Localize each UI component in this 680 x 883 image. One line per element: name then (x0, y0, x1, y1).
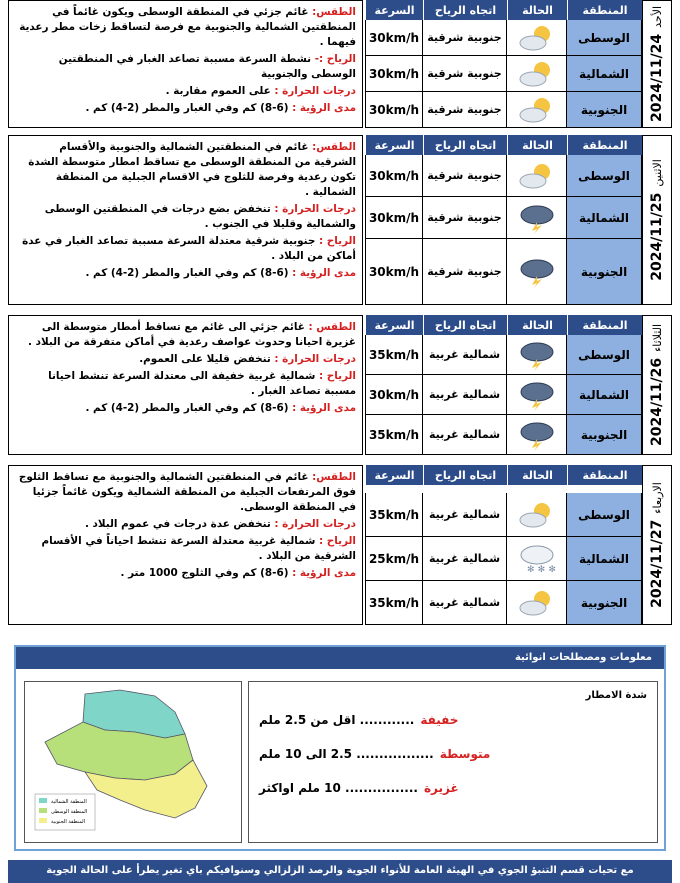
day-block-3 (8, 315, 672, 455)
map-legend (35, 794, 95, 830)
header-condition: الحالة (507, 465, 567, 485)
header-condition: الحالة (507, 135, 567, 155)
condition-cell (507, 56, 567, 91)
condition-cell (507, 335, 567, 374)
temp-label: درجات الحرارة : (274, 203, 356, 215)
header-speed: السرعة (365, 135, 423, 155)
weather-label: الطقس : (308, 321, 356, 333)
sun-cloud-icon (515, 94, 559, 126)
region-cell: الوسطى (567, 335, 642, 374)
speed-cell: 30km/h (365, 56, 423, 91)
temp-label: درجات الحرارة : (274, 518, 356, 530)
table-row (365, 20, 642, 56)
visibility-label: مدى الرؤية : (292, 567, 356, 579)
forecast-description (8, 135, 363, 305)
table-row (365, 581, 642, 625)
svg-text:✻ ✻ ✻: ✻ ✻ ✻ (526, 564, 556, 575)
info-panel (14, 645, 666, 851)
condition-cell (507, 493, 567, 536)
header-speed: السرعة (365, 465, 423, 485)
date-cell (642, 315, 672, 455)
rain-heavy-row (259, 781, 647, 795)
thunder-cloud-icon (515, 202, 559, 234)
wind-text: نشطة السرعة مسببة تصاعد الغبار في المنطقتين الوسطى والجنوبية (58, 53, 356, 80)
speed-cell: 35km/h (365, 415, 423, 454)
forecast-table (365, 0, 642, 128)
visibility-text: (6-8) كم وفي الغبار والمطر (2-4) كم . (85, 402, 289, 414)
wind-direction-cell: جنوبية شرقية (423, 92, 507, 127)
header-region: المنطقة (567, 315, 642, 335)
speed-cell: 30km/h (365, 239, 423, 304)
region-cell: الشمالية (567, 197, 642, 238)
weather-label: الطقس: (312, 141, 356, 153)
header-wind-direction: اتجاه الرياح (423, 465, 507, 485)
day-name: الاثنين (651, 159, 664, 187)
table-row (365, 155, 642, 197)
sun-cloud-icon (515, 499, 559, 531)
visibility-text: (6-8) كم وفي الغبار والمطر (2-4) كم . (85, 102, 289, 114)
sun-cloud-icon (515, 22, 559, 54)
condition-cell (507, 537, 567, 580)
region-cell: الجنوبية (567, 581, 642, 624)
forecast-description (8, 0, 363, 128)
header-wind-direction: اتجاه الرياح (423, 0, 507, 20)
condition-cell (507, 415, 567, 454)
weather-label: الطقس: (312, 471, 356, 483)
region-cell: الوسطى (567, 20, 642, 55)
footer-banner: مع تحيات قسم التنبؤ الجوي في الهيئة العامة للأنواء الجوية والرصد الزلزالي وسنوافيكم باي تغير يطرأ على الحالة الجوية (8, 860, 672, 883)
visibility-label: مدى الرؤية : (292, 402, 356, 414)
header-wind-direction: اتجاه الرياح (423, 135, 507, 155)
temp-text: تنخفض عدة درجات في عموم البلاد . (84, 518, 271, 530)
header-condition: الحالة (507, 0, 567, 20)
speed-cell: 30km/h (365, 197, 423, 238)
rain-title: شدة الامطار (585, 690, 647, 701)
info-title: معلومات ومصطلحات انوائية (16, 647, 664, 669)
wind-direction-cell: شمالية غربية (423, 537, 507, 580)
date-cell (642, 135, 672, 305)
visibility-label: مدى الرؤية : (292, 102, 356, 114)
day-name: الثلاثاء (651, 323, 664, 352)
wind-direction-cell: جنوبية شرقية (423, 197, 507, 238)
rain-light-term: خفيفة (420, 713, 459, 727)
weather-text: غائم جزئي في المنطقة الوسطى ويكون غائماً في المنطقتين الشمالية والجنوبية مع فرصة لتساقط زخات مطر رعدية فيهما . (19, 6, 356, 48)
visibility-text: (6-8) كم وفي الثلوج 1000 متر . (120, 567, 289, 579)
temp-text: تنخفض قليلا على العموم. (139, 353, 271, 365)
condition-cell (507, 239, 567, 304)
wind-text: شمالية غربية معتدلة السرعة تنشط احياناً في الأقسام الشرقية من البلاد . (41, 535, 356, 562)
region-cell: الوسطى (567, 493, 642, 536)
table-row (365, 239, 642, 305)
weather-text: غائم في المنطقتين الشمالية والجنوبية والأقسام الشرقية من المنطقة الوسطى مع تساقط امطار متوسطة الشدة تكون رعدية وفرصة للثلوج في الاقسام الجبلية من المنطقة الشمالية . (28, 141, 356, 198)
speed-cell: 30km/h (365, 375, 423, 414)
wind-text: شمالية غربية خفيفة الى معتدلة السرعة تنشط احيانا مسببة تصاعد الغبار . (48, 370, 356, 397)
wind-direction-cell: شمالية غربية (423, 493, 507, 536)
rain-light-def: ............ اقل من 2.5 ملم (259, 713, 415, 727)
wind-direction-cell: جنوبية شرقية (423, 155, 507, 196)
visibility-label: مدى الرؤية : (292, 267, 356, 279)
day-name: الأحد (651, 5, 664, 28)
legend-central: المنطقة الوسطى (51, 809, 88, 815)
thunder-cloud-icon (515, 256, 559, 288)
region-cell: الوسطى (567, 155, 642, 196)
header-region: المنطقة (567, 0, 642, 20)
iraq-region-map (25, 682, 241, 842)
table-row (365, 197, 642, 239)
sun-cloud-icon (515, 587, 559, 619)
weather-label: الطقس: (312, 6, 356, 18)
date-cell (642, 0, 672, 128)
snow-cloud-icon (515, 543, 559, 575)
legend-south: المنطقة الجنوبية (51, 819, 86, 825)
region-map-box (24, 681, 242, 843)
table-row (365, 415, 642, 455)
header-condition: الحالة (507, 315, 567, 335)
condition-cell (507, 20, 567, 55)
wind-direction-cell: جنوبية شرقية (423, 20, 507, 55)
day-name: الاربعاء (651, 482, 664, 514)
header-speed: السرعة (365, 0, 423, 20)
temp-text: تنخفض بضع درجات في المنطقتين الوسطى والشمالية وقليلا في الجنوب . (44, 203, 356, 230)
region-cell: الجنوبية (567, 92, 642, 127)
weather-text: غائم في المنطقتين الشمالية والجنوبية مع تساقط الثلوج فوق المرتفعات الجبلية من المنطقة الشمالية ويكون غائماً جزئيا في المنطقة الوسطى. (18, 471, 356, 513)
thunder-cloud-icon (515, 339, 559, 371)
region-cell: الجنوبية (567, 415, 642, 454)
rain-heavy-def: ................ 10 ملم اواكثر (259, 781, 418, 795)
forecast-description (8, 465, 363, 625)
speed-cell: 30km/h (365, 20, 423, 55)
table-row (365, 56, 642, 92)
table-row (365, 335, 642, 375)
region-cell: الشمالية (567, 537, 642, 580)
wind-direction-cell: شمالية غربية (423, 375, 507, 414)
wind-direction-cell: شمالية غربية (423, 335, 507, 374)
wind-direction-cell: جنوبية شرقية (423, 56, 507, 91)
date-cell (642, 465, 672, 625)
speed-cell: 25km/h (365, 537, 423, 580)
wind-direction-cell: شمالية غربية (423, 415, 507, 454)
sun-cloud-icon (515, 58, 559, 90)
speed-cell: 35km/h (365, 493, 423, 536)
rain-moderate-term: متوسطة (439, 747, 491, 761)
rain-intensity-box (248, 681, 658, 843)
weather-text: غائم جزئي الى غائم مع تساقط أمطار متوسطة الى غزيرة احيانا وحدوث عواصف رعدية في أماكن متفرقة من البلاد . (28, 321, 356, 348)
header-region: المنطقة (567, 135, 642, 155)
table-row (365, 537, 642, 581)
speed-cell: 35km/h (365, 335, 423, 374)
date-value: 2024/11/26 (649, 357, 665, 447)
wind-direction-cell: شمالية غربية (423, 581, 507, 624)
region-cell: الجنوبية (567, 239, 642, 304)
legend-north: المنطقة الشمالية (51, 799, 87, 805)
visibility-text: (6-8) كم وفي الغبار والمطر (2-4) كم . (85, 267, 289, 279)
forecast-description (8, 315, 363, 455)
table-row (365, 92, 642, 128)
day-block-4 (8, 465, 672, 625)
temp-text: على العموم مقاربة . (165, 85, 271, 97)
sun-cloud-icon (515, 160, 559, 192)
speed-cell: 30km/h (365, 155, 423, 196)
forecast-table (365, 135, 642, 305)
wind-label: الرياح :- (314, 53, 356, 65)
header-region: المنطقة (567, 465, 642, 485)
header-wind-direction: اتجاه الرياح (423, 315, 507, 335)
wind-label: الرياح : (319, 235, 356, 247)
wind-text: جنوبية شرقية معتدلة السرعة مسببة تصاعد الغبار في عدة أماكن من البلاد . (22, 235, 356, 262)
condition-cell (507, 92, 567, 127)
wind-label: الرياح : (319, 535, 356, 547)
forecast-table (365, 465, 642, 625)
wind-direction-cell: جنوبية شرقية (423, 239, 507, 304)
condition-cell (507, 197, 567, 238)
day-block-1 (8, 0, 672, 128)
rain-moderate-row (259, 747, 647, 761)
speed-cell: 35km/h (365, 581, 423, 624)
header-speed: السرعة (365, 315, 423, 335)
region-cell: الشمالية (567, 375, 642, 414)
speed-cell: 30km/h (365, 92, 423, 127)
forecast-table (365, 315, 642, 455)
table-row (365, 375, 642, 415)
rain-heavy-term: غزيرة (423, 781, 459, 795)
condition-cell (507, 375, 567, 414)
temp-label: درجات الحرارة : (274, 85, 356, 97)
thunder-cloud-icon (515, 419, 559, 451)
table-row (365, 493, 642, 537)
temp-label: درجات الحرارة : (274, 353, 356, 365)
condition-cell (507, 155, 567, 196)
day-block-2 (8, 135, 672, 305)
rain-light-row (259, 713, 647, 727)
region-cell: الشمالية (567, 56, 642, 91)
date-value: 2024/11/27 (649, 519, 665, 608)
condition-cell (507, 581, 567, 624)
date-value: 2024/11/25 (649, 192, 665, 281)
thunder-cloud-icon (515, 379, 559, 411)
wind-label: الرياح : (319, 370, 356, 382)
rain-moderate-def: ................. 2.5 الى 10 ملم (259, 747, 434, 761)
date-value: 2024/11/24 (649, 33, 665, 123)
